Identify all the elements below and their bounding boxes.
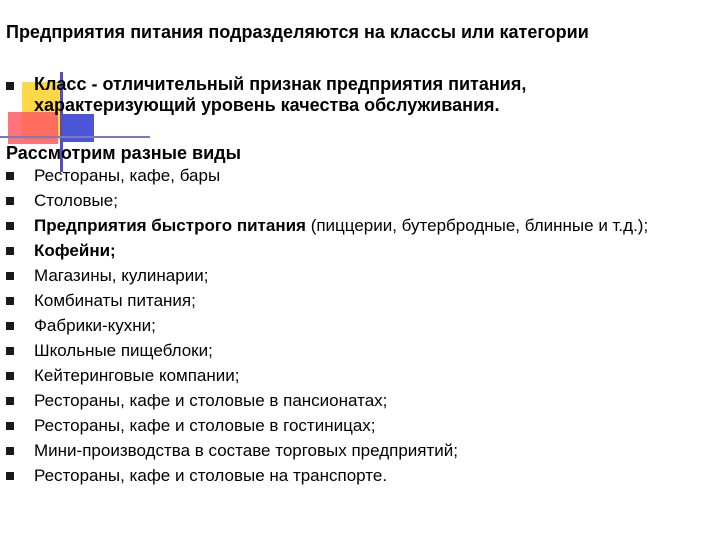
- square-bullet-icon: [6, 397, 14, 405]
- list-item-plain-text: (пиццерии, бутербродные, блинные и т.д.);: [305, 216, 649, 235]
- square-bullet-icon: [6, 82, 14, 90]
- list-item: [6, 240, 716, 261]
- decorative-red-square: [8, 112, 58, 144]
- list-item-text: [34, 215, 709, 236]
- list-item-text: [34, 165, 709, 186]
- list-item: [6, 465, 716, 486]
- list-item: [6, 165, 716, 186]
- list-item: [6, 365, 716, 386]
- slide-title: Предприятия питания подразделяются на классы или категории: [6, 22, 589, 42]
- list-item: [6, 390, 716, 411]
- square-bullet-icon: [6, 272, 14, 280]
- intro-list-item: [6, 74, 706, 116]
- square-bullet-icon: [6, 222, 14, 230]
- list-item: [6, 440, 716, 461]
- list-item-plain-text: Столовые;: [34, 191, 118, 210]
- list-item-text: [34, 415, 709, 436]
- square-bullet-icon: [6, 172, 14, 180]
- list-item-plain-text: Комбинаты питания;: [34, 291, 196, 310]
- list-item-plain-text: Рестораны, кафе и столовые в гостиницах;: [34, 416, 376, 435]
- list-item-plain-text: Рестораны, кафе и столовые на транспорте.: [34, 466, 388, 485]
- square-bullet-icon: [6, 472, 14, 480]
- list-item-plain-text: Мини-производства в составе торговых предприятий;: [34, 441, 459, 460]
- square-bullet-icon: [6, 372, 14, 380]
- list-item-plain-text: Магазины, кулинарии;: [34, 266, 209, 285]
- list-item-bold-text: Кофейни;: [34, 241, 116, 260]
- list-item: [6, 190, 716, 211]
- list-item-text: [34, 465, 709, 486]
- list-item-plain-text: Рестораны, кафе и столовые в пансионатах;: [34, 391, 388, 410]
- list-item: [6, 415, 716, 436]
- list-item-text: [34, 390, 709, 411]
- square-bullet-icon: [6, 297, 14, 305]
- square-bullet-icon: [6, 322, 14, 330]
- list-item: [6, 340, 716, 361]
- list-item-text: [34, 265, 709, 286]
- list-item-plain-text: Фабрики-кухни;: [34, 316, 156, 335]
- list-item-plain-text: Рестораны, кафе, бары: [34, 166, 221, 185]
- list-item-text: [34, 365, 709, 386]
- list-item: [6, 215, 716, 236]
- square-bullet-icon: [6, 247, 14, 255]
- list-item-plain-text: Школьные пищеблоки;: [34, 341, 213, 360]
- list-item: [6, 265, 716, 286]
- list-item: [6, 290, 716, 311]
- list-item: [6, 315, 716, 336]
- types-list: [6, 165, 716, 486]
- intro-block: [6, 74, 706, 116]
- list-item-text: [34, 440, 709, 461]
- list-item-text: [34, 340, 709, 361]
- list-item-text: [34, 240, 709, 261]
- list-item-text: [34, 190, 709, 211]
- square-bullet-icon: [6, 347, 14, 355]
- section-heading: Рассмотрим разные виды: [6, 143, 241, 163]
- square-bullet-icon: [6, 197, 14, 205]
- list-item-plain-text: Кейтеринговые компании;: [34, 366, 240, 385]
- square-bullet-icon: [6, 422, 14, 430]
- content-block: [6, 141, 716, 490]
- decorative-horizontal-line: [0, 136, 150, 138]
- intro-definition: Класс - отличительный признак предприятия питания, характеризующий уровень качества обслуживания.: [34, 74, 527, 115]
- list-item-text: [34, 315, 709, 336]
- list-item-bold-text: Предприятия быстрого питания: [34, 216, 306, 235]
- list-item-text: [34, 290, 709, 311]
- square-bullet-icon: [6, 447, 14, 455]
